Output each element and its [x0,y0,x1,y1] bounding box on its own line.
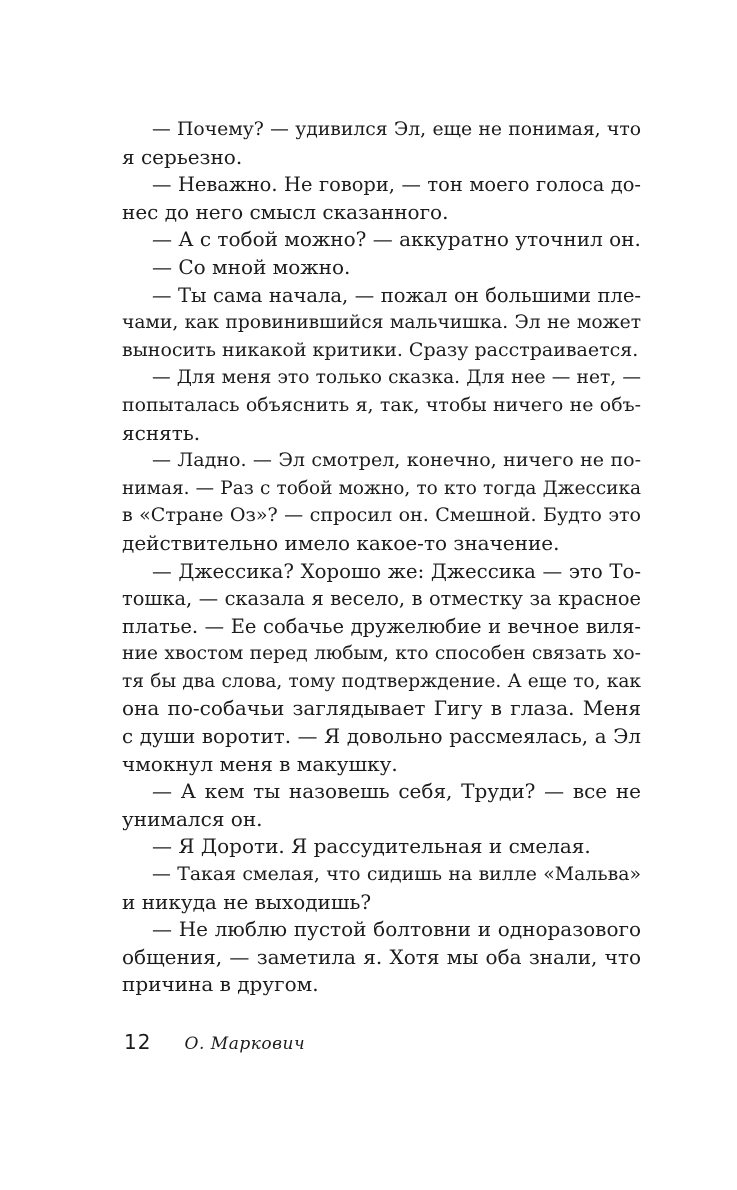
text-line: — Не люблю пустой болтовни и одноразового [152,917,641,942]
text-line: ние хвостом перед любым, кто способен связать хо- [122,643,641,665]
text-line: — Для меня это только сказка. Для нее — нет, — [152,367,641,389]
body-text [122,116,641,999]
text-line: нимая. — Раз с тобой можно, то кто тогда Джессика [122,477,641,499]
text-line: тошка, — сказала я весело, в отместку за красное [122,587,641,611]
text-line: чами, как провинившийся мальчишка. Эл не может [122,312,641,334]
text-line: она по-собачьи заглядывает Гигу в глаза. Меня [122,696,641,721]
text-line: платье. — Ее собачье дружелюбие и вечное виля- [122,614,641,638]
text-line: — Ладно. — Эл смотрел, конечно, ничего не по- [152,449,641,472]
text-line: тя бы два слова, тому подтверждение. А еще то, как [122,670,641,692]
text-line: — Джессика? Хорошо же: Джессика — это То- [152,559,641,583]
page-footer [124,1030,305,1054]
text-line: общения, — заметила я. Хотя мы оба знали, что [122,944,641,969]
text-line: действительно имело какое-то значение. [122,530,560,555]
text-line: унимался он. [122,806,263,831]
text-line: выносить никакой критики. Сразу расстраивается. [122,338,639,361]
author-name: О. Маркович [184,1034,306,1054]
text-line: попыталась объяснить я, так, чтобы ничего не объ- [122,393,641,416]
text-line: в «Стране Оз»? — спросил он. Смешной. Будто это [122,504,641,527]
text-line: — Почему? — удивился Эл, еще не понимая, что [152,119,641,140]
text-line: я серьезно. [122,144,243,169]
text-line: — Со мной можно. [152,254,351,279]
text-line: чмокнул меня в макушку. [122,751,398,776]
text-line: и никуда не выходишь? [122,889,372,914]
text-line: — Неважно. Не говори, — тон моего голоса до- [152,173,641,197]
text-line: — Ты сама начала, — пожал он большими пле- [152,283,641,307]
text-line: — А кем ты назовешь себя, Труди? — все не [152,779,641,804]
text-line: нес до него смысл сказанного. [122,199,449,224]
text-line: с души воротит. — Я довольно рассмеялась, а Эл [122,725,641,749]
text-line: — Такая смелая, что сидишь на вилле «Мальва» [152,863,641,886]
page-number: 12 [124,1030,152,1054]
text-line: — А с тобой можно? — аккуратно уточнил он. [152,227,641,252]
text-line: — Я Дороти. Я рассудительная и смелая. [152,834,591,859]
text-line: причина в другом. [122,972,319,997]
text-line: яснять. [122,420,201,445]
